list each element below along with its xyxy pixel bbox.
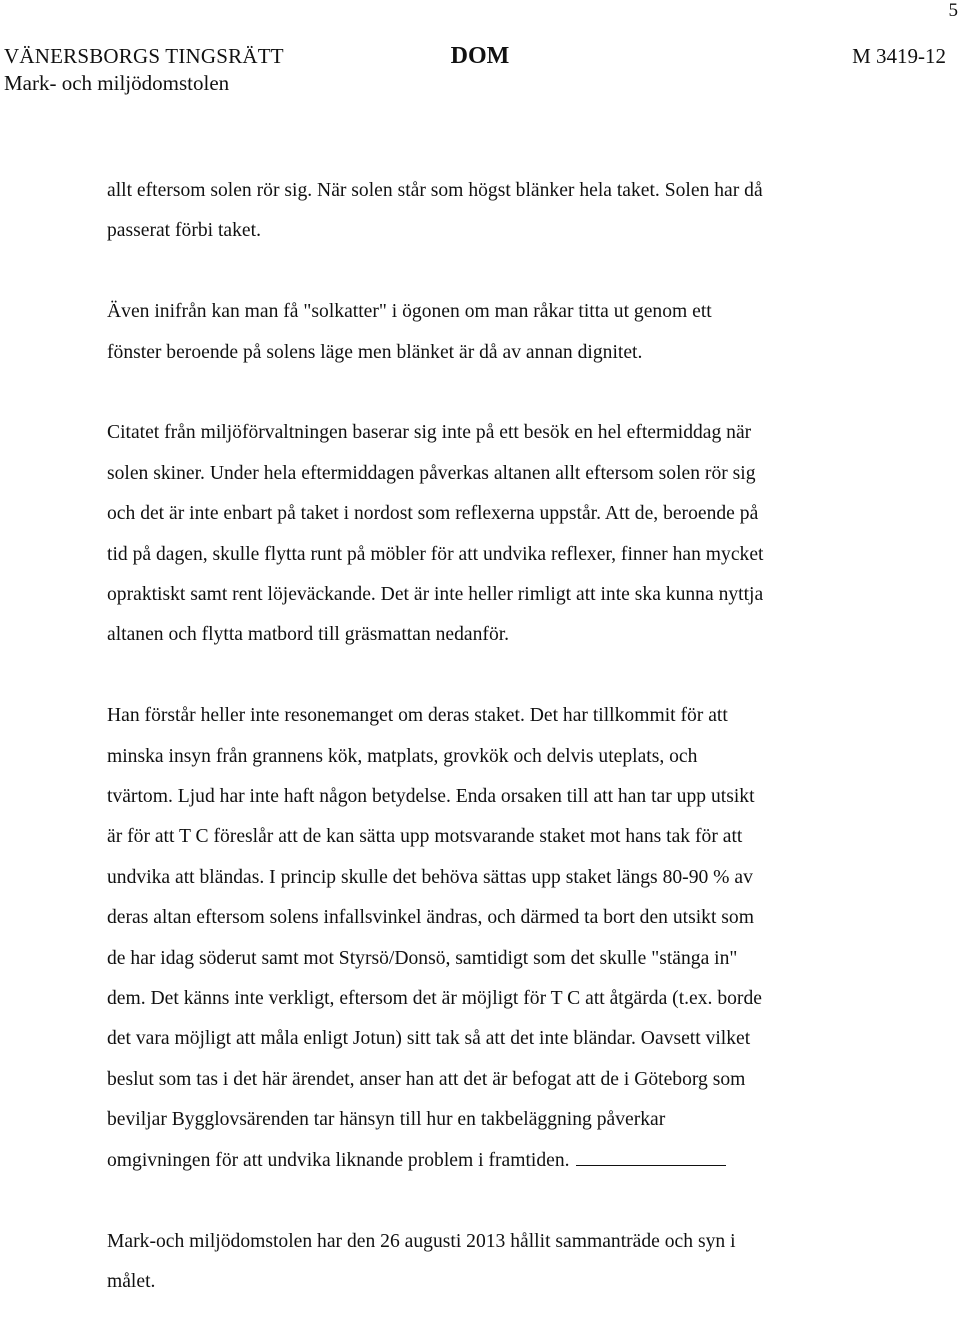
text-line: Han förstår heller inte resonemanget om deras staket. Det har tillkommit för att [107, 705, 728, 727]
paragraph-1 [107, 171, 897, 252]
text-line: opraktiskt samt rent löjeväckande. Det är inte heller rimligt att inte ska kunna nyttja [107, 584, 764, 606]
court-name: VÄNERSBORGS TINGSRÄTT [4, 44, 284, 68]
text-line: fönster beroende på solens läge men blänket är då av annan dignitet. [107, 341, 643, 363]
text-line: är för att T C föreslår att de kan sätta upp motsvarande staket mot hans tak för att [107, 826, 743, 848]
paragraph-5 [107, 1222, 897, 1303]
text-line: tid på dagen, skulle flytta runt på möbler för att undvika reflexer, finner han mycket [107, 543, 764, 565]
court-division: Mark- och miljödomstolen [4, 71, 230, 95]
text-line: allt eftersom solen rör sig. När solen står som högst blänker hela taket. Solen har då [107, 180, 763, 201]
text-line: och det är inte enbart på taket i nordost som reflexerna uppstår. Att de, beroende på [107, 503, 759, 525]
text-line: Mark-och miljödomstolen har den 26 augusti 2013 hållit sammanträde och syn i [107, 1230, 736, 1252]
text-line-with-rule [107, 1141, 897, 1181]
document-type: DOM [450, 43, 510, 69]
text-line: omgivningen för att undvika liknande problem i framtiden. [107, 1149, 570, 1171]
text-line: Även inifrån kan man få "solkatter" i ögonen om man råkar titta ut genom ett [107, 301, 712, 323]
text-line: undvika att bländas. I princip skulle det behöva sättas upp staket längs 80-90 % av [107, 866, 753, 888]
case-number: M 3419-12 [852, 44, 946, 68]
text-line: solen skiner. Under hela eftermiddagen påverkas altanen allt eftersom solen rör sig [107, 462, 756, 484]
paragraph-3 [107, 413, 897, 655]
paragraph-4 [107, 696, 897, 1181]
end-rule [576, 1147, 726, 1166]
text-line: beslut som tas i det här ärendet, anser han att det är befogat att de i Göteborg som [107, 1068, 746, 1090]
text-line: minska insyn från grannens kök, matplats, grovkök och delvis uteplats, och [107, 745, 698, 767]
text-line: de har idag söderut samt mot Styrsö/Donsö, samtidigt som det skulle "stänga in" [107, 947, 738, 969]
document-body [107, 171, 897, 1302]
text-line: det vara möjligt att måla enligt Jotun) sitt tak så att det inte bländar. Oavsett vilket [107, 1028, 751, 1050]
text-line: passerat förbi taket. [107, 220, 261, 242]
page-number: 5 [948, 0, 958, 21]
text-line: Citatet från miljöförvaltningen baserar sig inte på ett besök en hel eftermiddag när [107, 422, 752, 444]
text-line: deras altan eftersom solens infallsvinkel ändras, och därmed ta bort den utsikt som [107, 907, 754, 929]
text-line: beviljar Bygglovsärenden tar hänsyn till hur en takbeläggning påverkar [107, 1109, 666, 1131]
text-line: dem. Det känns inte verkligt, eftersom det är möjligt för T C att åtgärda (t.ex. borde [107, 988, 762, 1010]
text-line: altanen och flytta matbord till gräsmattan nedanför. [107, 624, 510, 646]
text-line: tvärtom. Ljud har inte haft någon betydelse. Enda orsaken till att han tar upp utsikt [107, 786, 755, 808]
text-line: målet. [107, 1270, 156, 1292]
paragraph-2 [107, 292, 897, 373]
